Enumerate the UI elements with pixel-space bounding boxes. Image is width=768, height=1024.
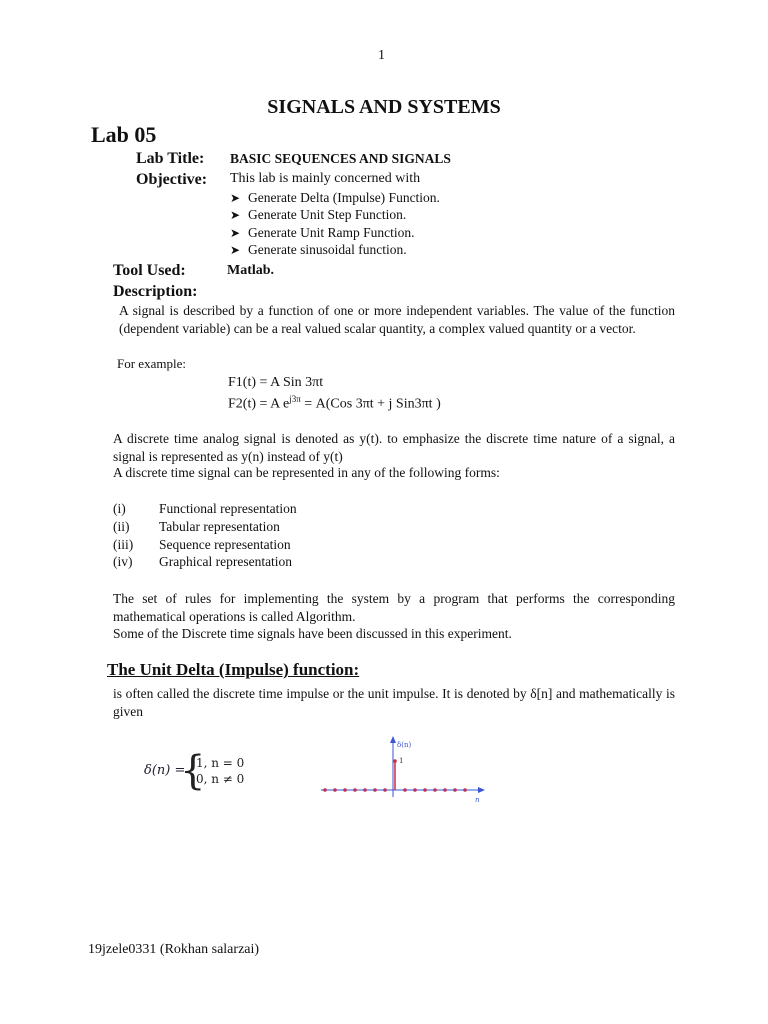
arrow-bullet-icon: ➤ [230, 243, 241, 257]
sample-point [443, 788, 447, 792]
sample-point [343, 788, 347, 792]
y-axis-arrow-icon [390, 736, 396, 743]
objective-item: ➤ Generate Delta (Impulse) Function. [230, 190, 440, 205]
unit-delta-paragraph: is often called the discrete time impulse or the unit impulse. It is denoted by δ[n] and mathematically is given [113, 686, 675, 719]
left-brace-icon: { [180, 748, 206, 794]
objective-item: ➤ Generate Unit Ramp Function. [230, 225, 415, 240]
tool-value: Matlab. [227, 263, 275, 278]
plot-value-label: 1 [399, 757, 404, 765]
unit-impulse-plot [315, 735, 490, 805]
lab-title-label: Lab Title: [136, 150, 205, 167]
tool-label: Tool Used: [113, 262, 186, 279]
sample-point [383, 788, 387, 792]
page-number: 1 [378, 48, 385, 63]
lab-heading: Lab 05 [91, 122, 157, 147]
x-axis-arrow-icon [478, 787, 485, 793]
objective-intro: This lab is mainly concerned with [230, 171, 421, 186]
arrow-bullet-icon: ➤ [230, 191, 241, 205]
sample-point [323, 788, 327, 792]
forms-list-item: (iv) Graphical representation [113, 554, 293, 569]
sample-point [453, 788, 457, 792]
experiment-note: Some of the Discrete time signals have been discussed in this experiment. [113, 626, 512, 641]
impulse-point [393, 759, 397, 763]
equation-f1: F1(t) = A Sin 3πt [228, 375, 324, 390]
for-example-label: For example: [117, 356, 186, 371]
lab-title-value: BASIC SEQUENCES AND SIGNALS [230, 151, 451, 166]
page-title: SIGNALS AND SYSTEMS [267, 96, 501, 118]
plot-x-label: n [475, 796, 480, 804]
objective-label: Objective: [136, 171, 208, 188]
sample-point [353, 788, 357, 792]
forms-list-item: (iii) Sequence representation [113, 537, 291, 552]
arrow-bullet-icon: ➤ [230, 208, 241, 222]
sample-point [433, 788, 437, 792]
discrete-signal-paragraph: A discrete time analog signal is denoted as y(t). to emphasize the discrete time nature of a signal, a signal is represented as y(n) instead of y(t) [113, 431, 675, 464]
sample-point [403, 788, 407, 792]
description-label: Description: [113, 283, 198, 300]
page-footer: 19jzele0331 (Rokhan salarzai) [88, 942, 260, 957]
description-paragraph: A signal is described by a function of one or more independent variables. The value of the function (dependent variable) can be a real valued scalar quantity, a complex valued quantity or a vector. [119, 303, 675, 336]
algorithm-paragraph: The set of rules for implementing the system by a program that performs the corresponding mathematical operations is called Algorithm. [113, 591, 675, 624]
section-heading-unit-delta: The Unit Delta (Impulse) function: [107, 660, 360, 679]
sample-point [333, 788, 337, 792]
plot-y-label: δ(n) [397, 741, 412, 749]
sample-point [423, 788, 427, 792]
sample-point [363, 788, 367, 792]
forms-intro: A discrete time signal can be represented in any of the following forms: [113, 465, 500, 480]
objective-item: ➤ Generate sinusoidal function. [230, 242, 407, 257]
equation-f2: F2(t) = A $e^{j3\pi} = A(Cos$ 3πt + j Sin3πt ) [228, 394, 441, 412]
forms-list-item: (i) Functional representation [113, 501, 297, 516]
forms-list-item: (ii) Tabular representation [113, 519, 280, 534]
sample-point [413, 788, 417, 792]
sample-point [463, 788, 467, 792]
sample-point [373, 788, 377, 792]
arrow-bullet-icon: ➤ [230, 226, 241, 240]
objective-item: ➤ Generate Unit Step Function. [230, 207, 407, 222]
